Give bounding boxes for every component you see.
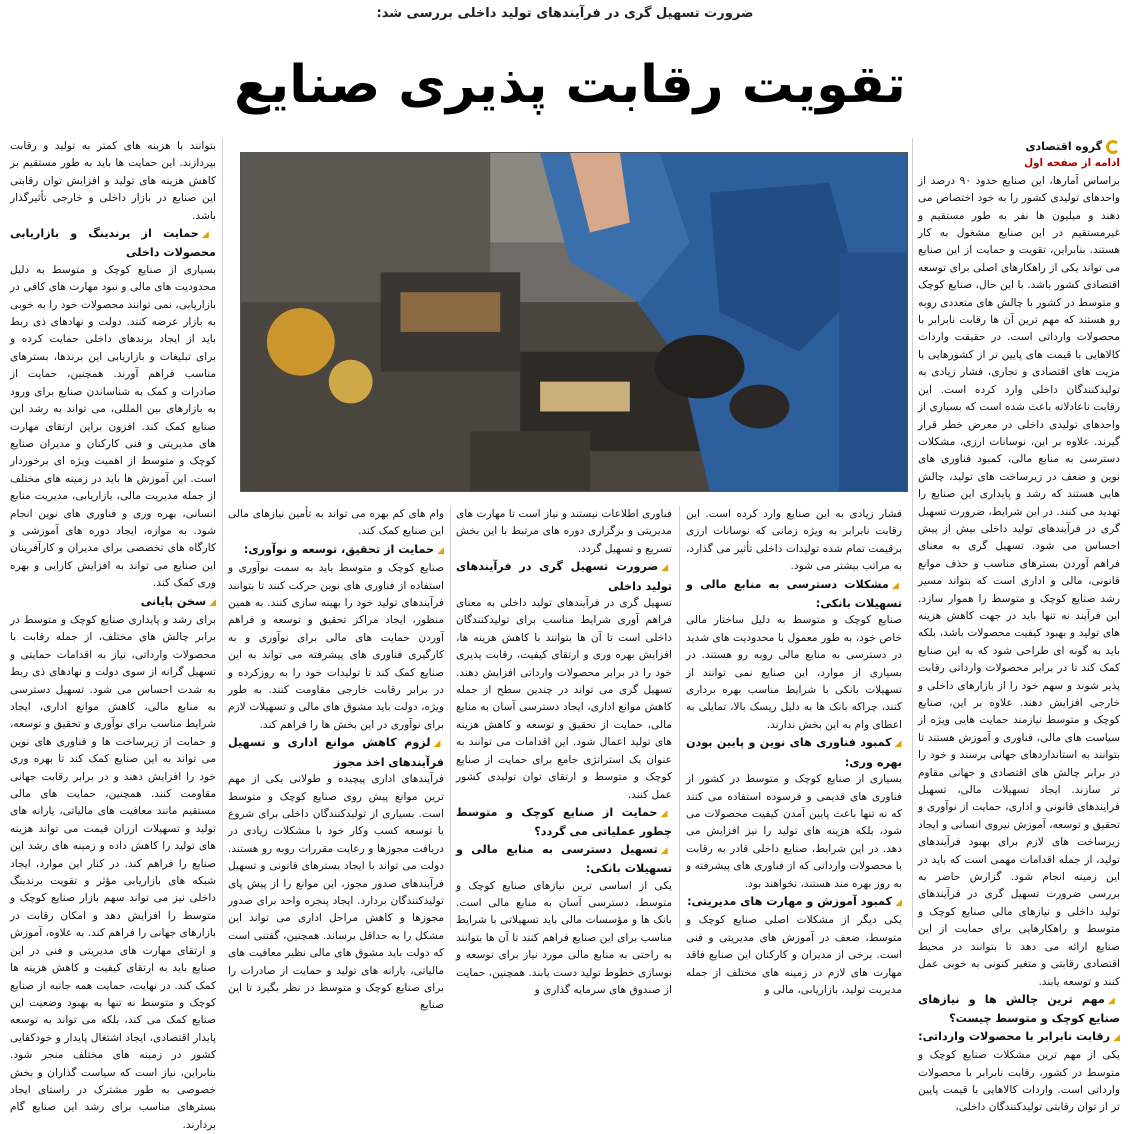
paragraph: وام های کم بهره می تواند به تأمین نیازهای مالی این صنایع کمک کند. [228, 508, 444, 538]
factory-workers-image [241, 153, 907, 491]
paragraph: یکی از مهم ترین مشکلات صنایع کوچک و متوسط در کشور، رقابت نابرابر با محصولات وارداتی است. واردات کالاهایی با قیمت پایین تر از توان رقابتی تولیدکنندگان داخلی، [918, 1049, 1120, 1114]
kicker: ضرورت تسهیل گری در فرآیندهای تولید داخلی بررسی شد: [376, 6, 754, 21]
paragraph: یکی از اساسی ترین نیازهای صنایع کوچک و متوسط، دسترسی آسان به منابع مالی است. بانک ها و مؤسسات مالی باید تسهیلاتی با شرایط مناسب برای این صنایع فراهم کنند تا آن ها بتوانند به راحتی به منابع مالی مورد نیاز برای توسعه و نوسازی خطوط تولید دست یابند. همچنین، حمایت از صندوق های سرمایه گذاری و [456, 879, 672, 996]
column-a [686, 506, 902, 996]
subheading: ◢ لزوم کاهش موانع اداری و تسهیل فرآیندهای اخذ مجوز [228, 734, 444, 771]
paragraph: یکی دیگر از مشکلات اصلی صنایع کوچک و متوسط، ضعف در آموزش های مدیریتی و فنی است. برخی از مدیران و کارکنان این صنایع فاقد مهارت های لازم در زمینه های مختلف از جمله مدیریت تولید، بازاریابی، مالی و [686, 914, 902, 996]
subheading: ◢ کمبود آموزش و مهارت های مدیریتی: [686, 893, 902, 912]
paragraph: فرآیندهای اداری پیچیده و طولانی یکی از مهم ترین موانع پیش روی صنایع کوچک و متوسط است. بسیاری از تولیدکنندگان داخلی برای شروع یا توسعه کسب وکار خود با مشکلات زیادی در دریافت مجوزها و رعایت مقررات روبه رو هستند. دولت می تواند با ایجاد بسترهای قانونی و تسهیل فرآیندهای صدور مجوز، این موانع را از پیش پای تولیدکنندگان بردارد. ایجاد پنجره واحد برای صدور مجوزها و کاهش مراحل اداری می تواند این مشکل را به حداقل برساند. همچنین، گفتنی است که دولت باید مشوق های مالی نظیر معافیت های مالیاتی، یارانه های تولید و حمایت از صادرات را برای صنایع کوچک و متوسط در نظر بگیرد تا این صنایع [228, 773, 444, 1012]
subheading: ◢ حمایت از صنایع کوچک و متوسط چطور عملیاتی می گردد؟ [456, 804, 672, 841]
paragraph: صنایع کوچک و متوسط به دلیل ساختار مالی خاص خود، به طور معمول با محدودیت های شدید در دسترسی به منابع مالی روبه رو هستند. در بسیاری از موارد، این صنایع نمی توانند از تسهیلات بانکی با شرایط مناسب بهره برداری کنند، چراکه بانک ها به دلیل ریسک بالا، تمایلی به اعطای وام به این بخش ندارند. [686, 614, 902, 731]
subheading: ◢ سخن پایانی [10, 593, 216, 612]
byline [918, 138, 1120, 155]
photo [240, 152, 908, 492]
subheading: ◢ حمایت از برندینگ و بازاریابی محصولات داخلی [10, 225, 216, 262]
paragraph: تسهیل گری در فرآیندهای تولید داخلی به معنای فراهم آوری شرایط مناسب برای تولیدکنندگان داخلی است تا آن ها بتوانند با کاهش هزینه ها، افزایش بهره وری و ارتقای کیفیت، رقابت پذیری خود را در برابر محصولات وارداتی افزایش دهند. تسهیل گری می تواند در چندین سطح از جمله کاهش موانع اداری، ایجاد دسترسی آسان به منابع مالی، حمایت از تحقیق و توسعه و کاهش هزینه های تولید اعمال شود. این اقدامات می توانند به عنوان یک استراتژی جامع برای حمایت از صنایع کوچک و متوسط و ارتقای توان تولیدی کشور عمل کنند. [456, 597, 672, 801]
paragraph: براساس آمارها، این صنایع حدود ۹۰ درصد از واحدهای تولیدی کشور را به خود اختصاص می دهند و میلیون ها نفر به طور مستقیم و غیرمستقیم در این صنایع مشغول به کار هستند. بنابراین، تقویت و حمایت از این صنایع می تواند یکی از راهکارهای اصلی برای توسعه اقتصادی کشور باشد. با این حال، صنایع کوچک و متوسط در کشور با چالش های متعددی روبه رو هستند که مهم ترین آن ها رقابت نابرابر با محصولات وارداتی است. در حقیقت واردات کالاهایی با قیمت های پایین تر از کشورهایی با مزیت های اقتصادی و تجاری، فشار زیادی به تولیدکنندگان داخلی وارد کرده است. این رقابت ناعادلانه باعث شده است که بسیاری از واحدهای تولیدی داخلی در معرض خطر قرار گیرند. علاوه بر این، نوسانات ارزی، مشکلات دسترسی به منابع مالی، کمبود فناوری های نوین و ضعف در زیرساخت های تولید، چالش هایی هستند که رشد و پایداری این صنایع را تهدید می کنند. در این شرایط، ضرورت تسهیل گری در فرآیندهای تولید داخلی بیش از پیش احساس می شود. تسهیل گری به معنای فراهم آوردن بسترهای مناسب و حذف موانع قانونی، مالی و اداری است که بتواند مسیر رشد صنایع کوچک و متوسط را هموار سازد. این فرآیند نه تنها باید در جهت کاهش هزینه های تولید و بهبود کیفیت محصولات باشد، بلکه باید به گونه ای طراحی شود که به این صنایع کمک کند تا در برابر محصولات وارداتی رقابت پذیر شوند و سهم خود را از بازارهای داخلی و خارجی افزایش دهند. علاوه بر این، صنایع کوچک و متوسط نیازمند حمایت هایی ویژه از سیاست های مالی، فناوری و آموزش هستند تا بتوانند به استانداردهای جهانی برسند و خود را در برابر چالش های اقتصادی و جهانی مقاوم تر سازند. ایجاد تسهیلات مالی، تسهیل فرایندهای قانونی و اداری، حمایت از نوآوری و تحقیق و توسعه، آموزش نیروی انسانی و ایجاد زیرساخت های لازم برای بهبود فرآیندهای تولید، از جمله اقدامات مهمی است که باید در این زمینه انجام شود. گزارش حاضر به بررسی ضرورت تسهیل گری در فرآیندهای تولید داخلی و نیازهای مالی صنایع کوچک و متوسط و راهکارهایی برای حمایت از این صنایع ارائه می دهد تا بتوانند در محیط اقتصادی رقابتی و متغیر کنونی به خوبی عمل کنند و توسعه یابند. [918, 174, 1120, 988]
paragraph: فناوری اطلاعات نیستند و نیاز است تا مهارت های مدیریتی و برگزاری دوره های مرتبط با این بخش تسریع و تسهیل گردد. [456, 508, 672, 555]
paragraph: بسیاری از صنایع کوچک و متوسط به دلیل محدودیت های مالی و نبود مهارت های کافی در بازاریابی، نمی توانند محصولات خود را به خوبی به بازار عرضه کنند. دولت و نهادهای ذی ربط باید از ایجاد برندهای داخلی حمایت کرده و برای تبلیغات و بازاریابی این برندها، بسترهای مناسب فراهم آورند. همچنین، حمایت از صادرات و کمک به شناساندن صنایع برای ورود به بازارهای بین المللی، می تواند به رشد این صنایع کمک کند. افزون براین ارتقای مهارت های مدیریتی و فنی کارکنان و مدیران صنایع کوچک و متوسط از اهمیت ویژه ای برخوردار است. این آموزش ها باید در زمینه های مختلف از جمله مدیریت مالی، بازاریابی، مدیریت منابع انسانی، بهره وری و فناوری های نوین انجام شود. به موازه، ایجاد دوره های آموزشی و کارگاه های تخصصی برای مدیران و کارآفرینان این صنایع می تواند به افزایش کارایی و بهره وری کمک کند. [10, 263, 216, 590]
subheading: ◢ حمایت از تحقیق، توسعه و نوآوری: [228, 541, 444, 560]
paragraph: بسیاری از صنایع کوچک و متوسط در کشور از فناوری های قدیمی و فرسوده استفاده می کنند که نه تنها باعث پایین آمدن کیفیت محصولات می شود، بلکه هزینه های تولید را نیز افزایش می دهد. در این شرایط، صنایع داخلی قادر به رقابت با محصولات وارداتی که از فناوری های پیشرفته و به روز بهره مند هستند، نخواهند بود. [686, 773, 902, 890]
subheading: ◢ تسهیل دسترسی به منابع مالی و تسهیلات بانکی: [456, 841, 672, 878]
subheading: ◢ رقابت نابرابر با محصولات وارداتی: [918, 1028, 1120, 1047]
newspaper-logo-icon [1106, 140, 1120, 154]
column-b [456, 506, 672, 996]
byline-text: گروه اقتصادی [1025, 140, 1102, 153]
subheading: ◢ مهم ترین چالش ها و نیازهای صنایع کوچک و متوسط چیست؟ [918, 991, 1120, 1028]
paragraph: برای رشد و پایداری صنایع کوچک و متوسط در برابر چالش های مختلف، از جمله رقابت با محصولات وارداتی، نیاز به اقدامات حمایتی و تسهیل گرانه از سوی دولت و نهادهای ذی ربط به شدت احساس می شود. تسهیل دسترسی به منابع مالی، کاهش موانع اداری، ایجاد شرایط مناسب برای نوآوری و تحقیق و توسعه، و حمایت از زیرساخت ها و فناوری های نوین می تواند به این صنایع کمک کند تا بهره وری خود را افزایش دهند و در برابر رقابت جهانی مقاومت کنند. همچنین، حمایت های مالی مستقیم مانند معافیت های مالیاتی، یارانه های تولید و تسهیلات ارزان قیمت می تواند هزینه های تولید را کاهش داده و زمینه های رشد این صنایع را فراهم کند. در کنار این موارد، ایجاد شبکه های بازاریابی مؤثر و تقویت برندینگ داخلی نیز می تواند سهم بازار صنایع کوچک و متوسط را افزایش دهد و امکان رقابت در بازارهای جهانی را فراهم کند. به علاوه، آموزش و ارتقای مهارت های مدیریتی و فنی در این صنایع باید به ارتقای کیفیت و کاهش هزینه ها کمک کند. در نهایت، حمایت همه جانبه از صنایع کوچک و متوسط نه تنها به بهبود وضعیت این صنایع کمک می کند، بلکه می تواند به توسعه پایدار اقتصادی، ایجاد اشتغال پایدار و خودکفایی کشور در زمینه های مختلف منجر شود. بنابراین، نیاز است که سیاست گذاران و بخش خصوصی به طور مشترک در راستای ایجاد بسترهای مناسب برای رشد این صنایع گام بردارند. [10, 613, 216, 1131]
column-c [228, 506, 444, 1012]
paragraph: صنایع کوچک و متوسط باید به سمت نوآوری و استفاده از فناوری های نوین حرکت کنند تا بتوانند فرآیندهای تولید خود را بهینه سازی کنند. به همین منظور، ایجاد مراکز تحقیق و توسعه و فراهم آوردن حمایت های مالی برای نوآوری و به کارگیری فناوری های پیشرفته می تواند به این صنایع کمک کند تا تولیدات خود را به روزکرده و در برابر رقابت خارجی مقاومت کنند. به طور ویژه، دولت باید مشوق های مالی و تسهیلات لازم برای نوآوری در این بخش ها را فراهم کند. [228, 562, 444, 731]
column-left [10, 138, 216, 1131]
headline: تقویت رقابت پذیری صنایع [234, 55, 906, 115]
subheading: ◢ مشکلات دسترسی به منابع مالی و تسهیلات بانکی: [686, 576, 902, 613]
paragraph: بتوانند با هزینه های کمتر به تولید و رقابت بپردازند. این حمایت ها باید به طور مستقیم بر کاهش هزینه های تولید و افزایش توان رقابتی این صنایع در بازار داخلی و خارجی تأثیرگذار باشد. [10, 140, 216, 222]
continued-label: ادامه از صفحه اول [1024, 157, 1120, 170]
column-right [918, 138, 1120, 1114]
paragraph: فشار زیادی به این صنایع وارد کرده است. این رقابت نابرابر به ویژه زمانی که نوسانات ارزی برقیمت تمام شده تولیدات داخلی تأثیر می گذارد، به مراتب بیشتر می شود. [686, 508, 902, 573]
subheading: ◢ کمبود فناوری های نوین و پایین بودن بهره وری: [686, 734, 902, 771]
subheading: ◢ ضرورت تسهیل گری در فرآیندهای تولید داخلی [456, 558, 672, 595]
